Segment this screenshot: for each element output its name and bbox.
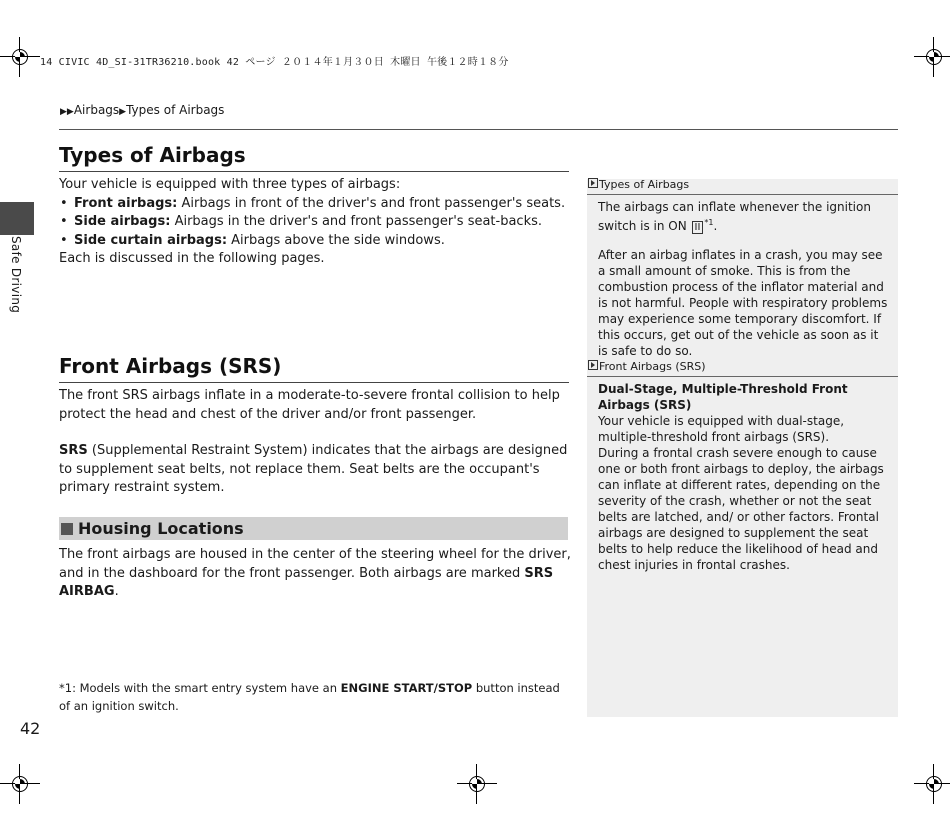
square-bullet-icon xyxy=(61,523,73,535)
types-section-title: Types of Airbags xyxy=(59,143,246,167)
breadcrumb-arrow-icon: ▶▶ xyxy=(60,107,74,117)
bullet-text: Airbags above the side windows. xyxy=(227,232,445,248)
page-number: 42 xyxy=(20,719,41,738)
breadcrumb xyxy=(60,103,224,117)
footnote-suffix: button instead of an ignition switch. xyxy=(59,681,560,713)
types-section-body xyxy=(59,176,569,269)
footnote-button-name: ENGINE START/STOP xyxy=(340,681,473,695)
ignition-position-ii-icon: II xyxy=(692,221,704,234)
note-front-paragraph-1: Your vehicle is equipped with dual-stage, multiple-threshold front airbags (SRS). xyxy=(598,414,845,444)
print-header: 14 CIVIC 4D_SI-31TR36210.book 42 ページ ２０１４年１月３０日 木曜日 午後１２時１８分 xyxy=(40,57,509,68)
registration-mark-bottom-right xyxy=(914,764,950,804)
registration-mark-top-left xyxy=(0,37,40,77)
front-section-title: Front Airbags (SRS) xyxy=(59,354,282,378)
note-types-paragraph-1 xyxy=(598,199,890,234)
header-divider xyxy=(59,129,898,130)
list-item xyxy=(59,213,569,232)
note-heading-front[interactable] xyxy=(588,360,706,373)
note-heading-types[interactable] xyxy=(588,178,689,191)
types-intro: Your vehicle is equipped with three types of airbags: xyxy=(59,177,401,192)
note-heading-front-text: Front Airbags (SRS) xyxy=(599,360,706,373)
housing-subheading: Housing Locations xyxy=(78,519,244,538)
note-front-body xyxy=(598,381,890,573)
registration-mark-bottom-left xyxy=(0,764,40,804)
bullet-term: Side curtain airbags: xyxy=(74,232,228,248)
housing-paragraph xyxy=(59,546,571,602)
srs-term: SRS xyxy=(59,443,88,458)
registration-mark-bottom-center xyxy=(457,764,497,804)
srs-text: (Supplemental Restraint System) indicates that the airbags are designed to supplement seat belts, not replace them. Seat belts are the occupant's primary restraint system. xyxy=(59,443,568,495)
front-title-rule xyxy=(59,382,569,383)
breadcrumb-arrow-icon: ▶ xyxy=(119,107,127,117)
airbag-type-list xyxy=(59,195,569,251)
note-front-paragraph-2: During a frontal crash severe enough to cause one or both front airbags to deploy, the airbags can inflate at different rates, depending on the severity of the crash, whether or not the seat belts are latched, and/ or other factors. Frontal airbags are designed to supplement the seat belts to help reduce the likelihood of head and chest injuries in frontal crashes. xyxy=(598,446,884,572)
footnote-reference: *1 xyxy=(704,218,714,227)
front-paragraph-2 xyxy=(59,442,571,498)
list-item xyxy=(59,232,569,251)
section-tab-label xyxy=(9,236,29,316)
note-types-p1-pre: The airbags can inflate whenever the ignition switch is in ON xyxy=(598,200,871,233)
list-item xyxy=(59,195,569,214)
section-tab-text: Safe Driving xyxy=(9,236,23,314)
srs-airbag-mark: SRS AIRBAG xyxy=(59,565,554,599)
bullet-term: Side airbags: xyxy=(74,214,171,229)
footnote xyxy=(59,679,571,715)
breadcrumb-item-types[interactable]: Types of Airbags xyxy=(126,103,225,117)
types-title-rule xyxy=(59,171,569,172)
housing-text: The front airbags are housed in the center of the steering wheel for the driver, and in the dashboard for the front passenger. Both airbags are marked xyxy=(59,547,571,581)
section-tab-marker xyxy=(0,202,34,235)
bullet-term: Front airbags: xyxy=(74,195,178,211)
types-outro: Each is discussed in the following pages. xyxy=(59,251,325,266)
front-paragraph-1: The front SRS airbags inflate in a moderate-to-severe frontal collision to help protect the head and chest of the driver and/or front passenger. xyxy=(59,388,560,422)
note-rule-front xyxy=(587,376,898,377)
bullet-text: Airbags in front of the driver's and front passenger's seats. xyxy=(177,195,566,211)
note-types-paragraph-2: After an airbag inflates in a crash, you may see a small amount of smoke. This is from the combustion process of the inflator material and is not harmful. People with respiratory problems may experience some temporary discomfort. If this occurs, get out of the vehicle as soon as it is safe to do so. xyxy=(598,248,888,358)
note-front-subtitle: Dual-Stage, Multiple-Threshold Front Airbags (SRS) xyxy=(598,382,848,412)
note-rule-types xyxy=(587,194,898,195)
breadcrumb-item-airbags[interactable]: Airbags xyxy=(73,103,120,117)
reference-arrow-icon xyxy=(588,178,598,188)
note-heading-types-text: Types of Airbags xyxy=(599,178,690,191)
housing-end: . xyxy=(114,584,119,599)
bullet-text: Airbags in the driver's and front passenger's seat-backs. xyxy=(170,214,543,229)
footnote-prefix: *1: Models with the smart entry system have an xyxy=(59,681,341,695)
housing-subheading-bar xyxy=(59,517,568,540)
note-types-p1-post: . xyxy=(713,219,718,233)
reference-arrow-icon xyxy=(588,360,598,370)
registration-mark-top-right xyxy=(914,37,950,77)
